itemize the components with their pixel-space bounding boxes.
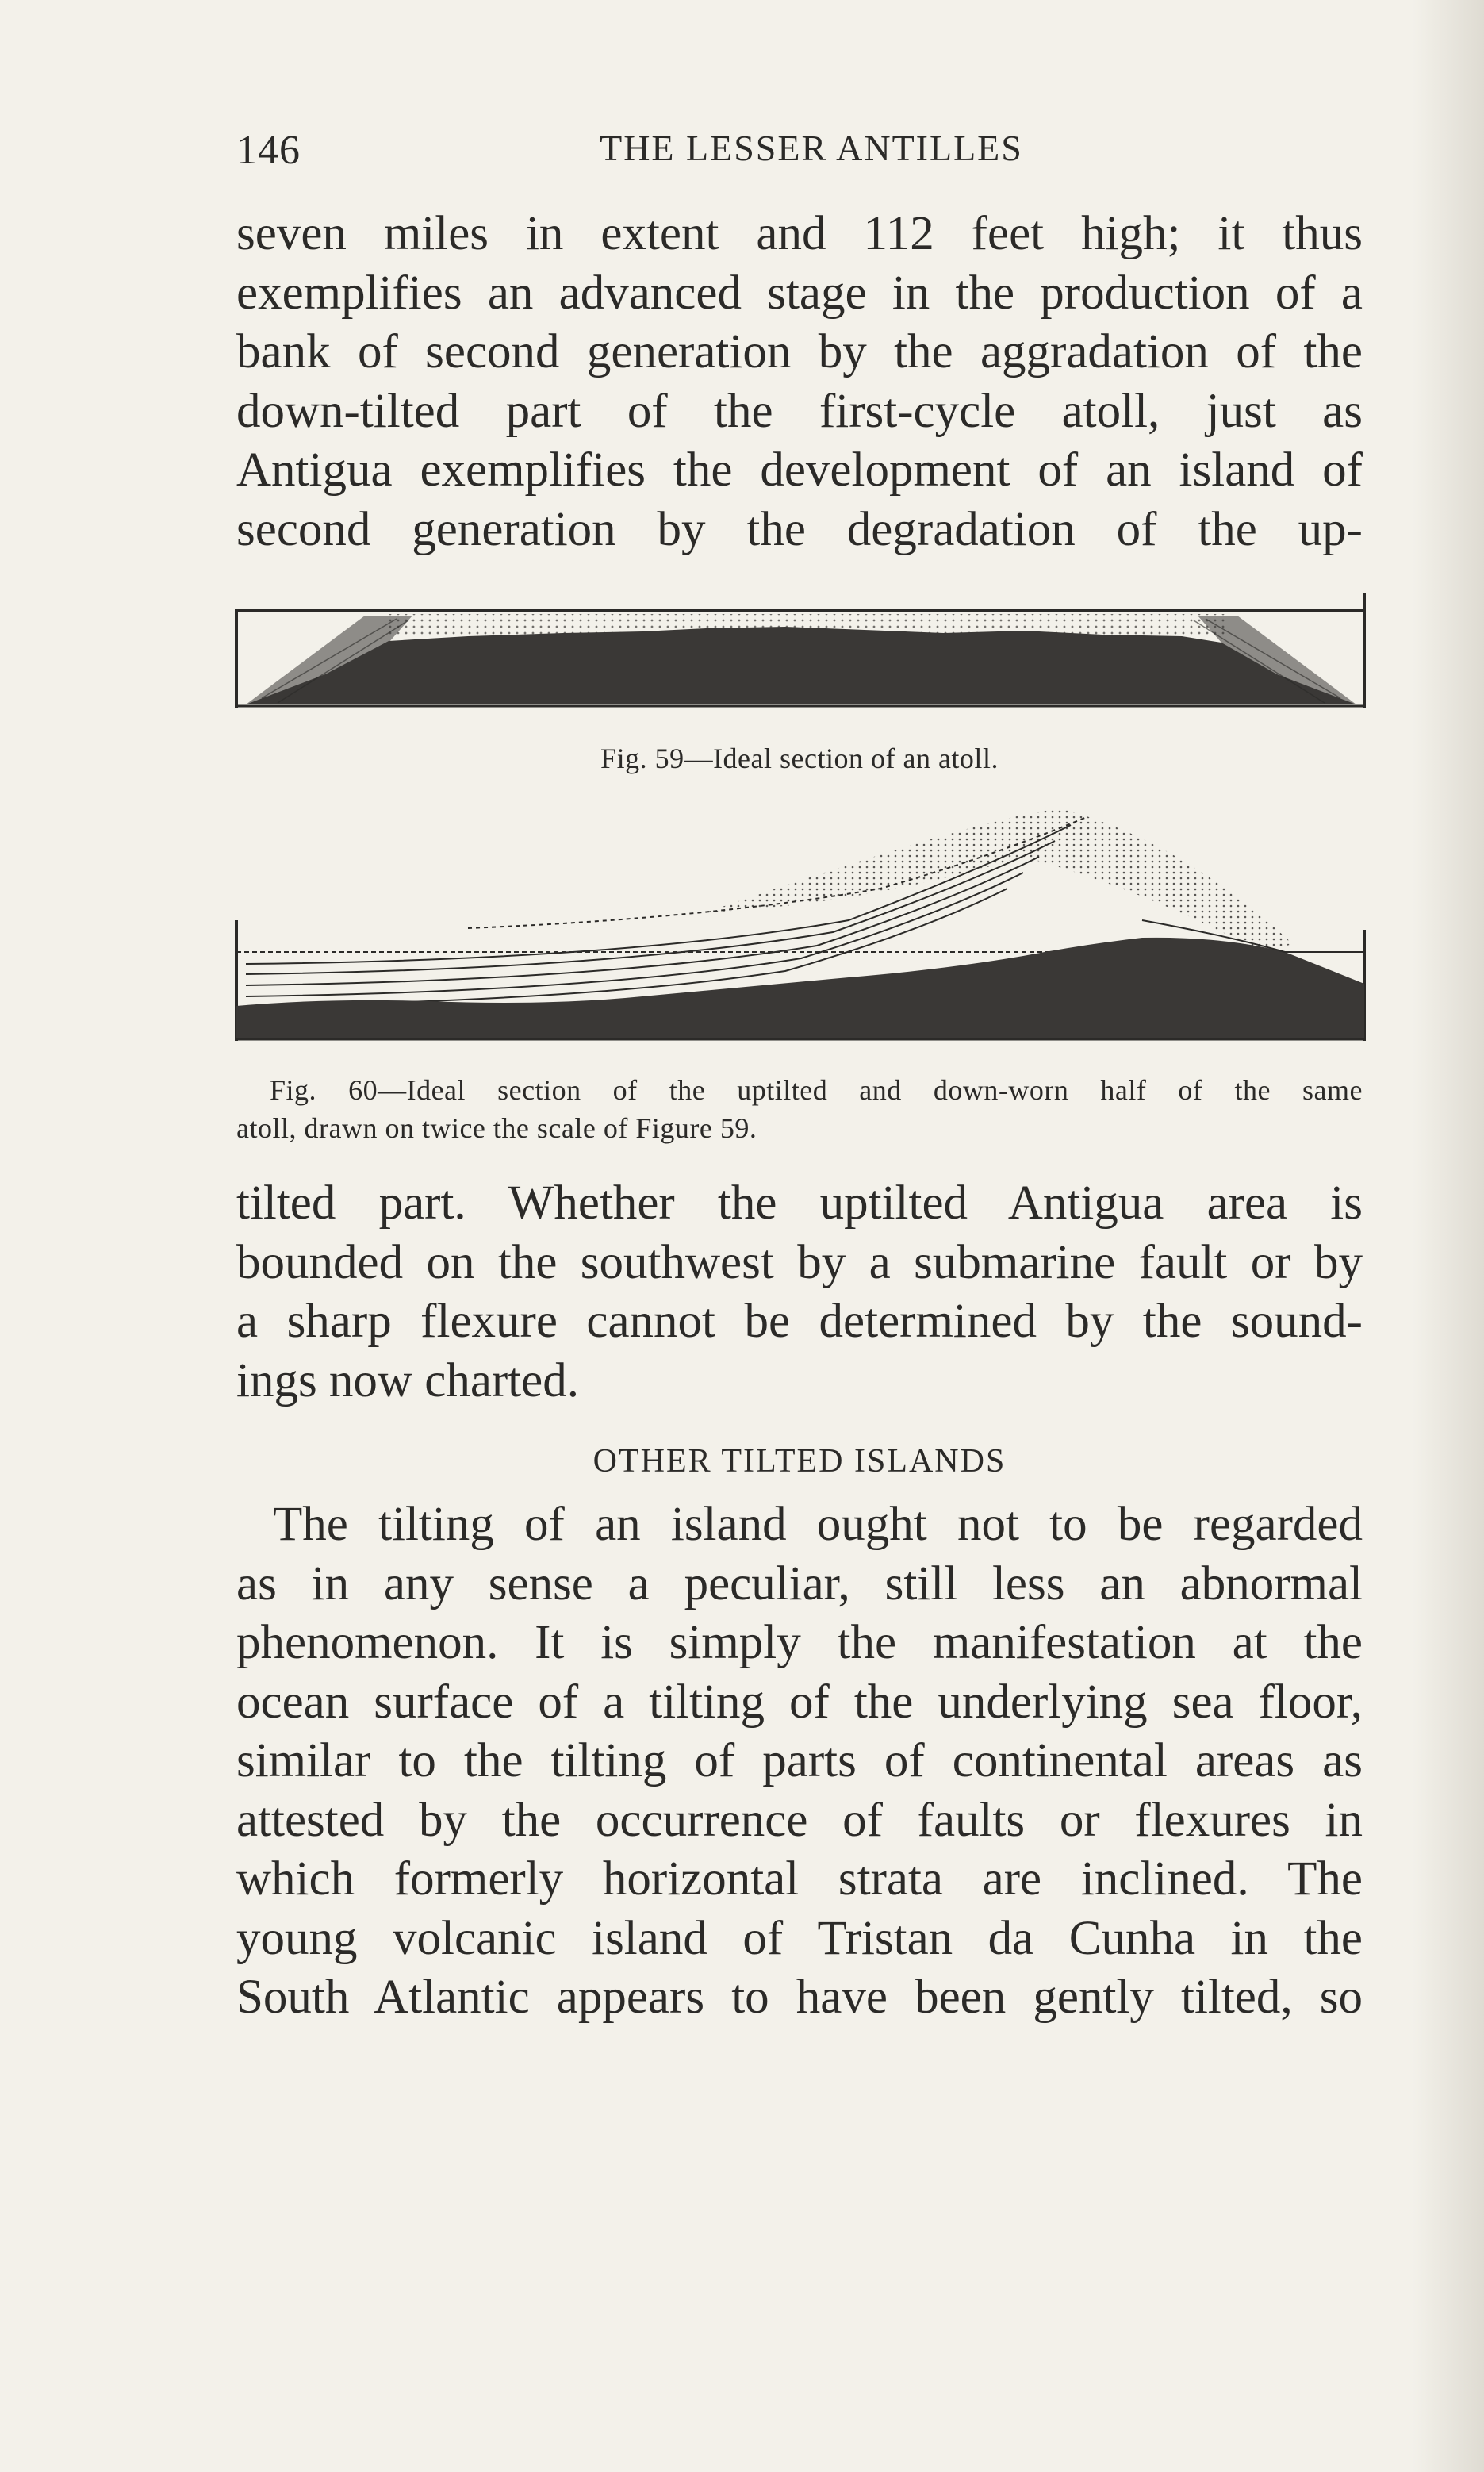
figure-59-atoll-section	[230, 587, 1372, 714]
caption-line: atoll, drawn on twice the scale of Figure 59.	[236, 1112, 757, 1144]
caption-line: Fig. 60—Ideal section of the uptilted and down-worn half of the same	[270, 1074, 1363, 1106]
text-line: exemplifies an advanced stage in the production of a	[236, 266, 1363, 320]
text-line: attested by the occurrence of faults or flexures in	[236, 1793, 1363, 1847]
paragraph-middle	[236, 1174, 1363, 1411]
text-line: South Atlantic appears to have been gently tilted, so	[236, 1971, 1363, 2024]
figure-60-uptilted-section	[230, 793, 1372, 1047]
text-line: as in any sense a peculiar, still less an abnormal	[236, 1557, 1363, 1610]
figure-60-caption	[236, 1071, 1363, 1147]
text-line: young volcanic island of Tristan da Cunha in the	[236, 1911, 1363, 1965]
page-number: 146	[236, 128, 301, 173]
text-line: second generation by the degradation of the up-	[236, 502, 1363, 556]
figure-59-caption: Fig. 59—Ideal section of an atoll.	[600, 743, 999, 774]
text-line: similar to the tilting of parts of continental areas as	[236, 1734, 1363, 1787]
text-line: ings now charted.	[236, 1353, 579, 1407]
paragraph-top	[236, 205, 1363, 559]
running-title: THE LESSER ANTILLES	[600, 128, 1023, 168]
text-line: tilted part. Whether the uptilted Antigua area is	[236, 1177, 1363, 1230]
section-heading: OTHER TILTED ISLANDS	[592, 1443, 1007, 1480]
text-line: The tilting of an island ought not to be regarded	[273, 1498, 1363, 1551]
text-line: a sharp flexure cannot be determined by the sound-	[236, 1295, 1363, 1348]
text-line: bank of second generation by the aggradation of the	[236, 325, 1363, 378]
text-line: Antigua exemplifies the development of an island of	[236, 443, 1363, 497]
text-line: ocean surface of a tilting of the underlying sea floor,	[236, 1675, 1363, 1729]
page-edge-shadow	[1413, 0, 1484, 2472]
text-line: down-tilted part of the first-cycle atoll, just as	[236, 384, 1363, 438]
paragraph-bottom	[236, 1495, 1363, 2028]
page-header	[236, 127, 1363, 182]
text-line: seven miles in extent and 112 feet high; it thus	[236, 207, 1363, 260]
text-line: phenomenon. It is simply the manifestation at the	[236, 1616, 1363, 1669]
text-line: bounded on the southwest by a submarine fault or by	[236, 1235, 1363, 1289]
text-line: which formerly horizontal strata are inclined. The	[236, 1852, 1363, 1906]
